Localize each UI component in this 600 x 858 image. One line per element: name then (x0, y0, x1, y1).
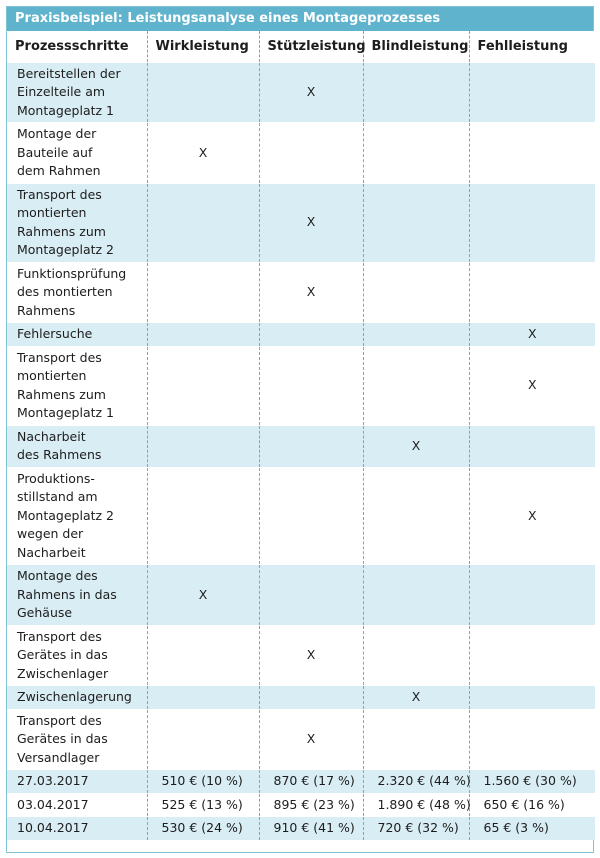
process-step-cell: Fehlersuche (7, 323, 147, 347)
mark-cell-fehlleistung: X (469, 346, 595, 425)
value-cell-stuetzleistung: 910 € (41 %) (259, 817, 363, 840)
mark-cell-blindleistung: X (363, 425, 469, 467)
mark-cell-stuetzleistung: X (259, 183, 363, 262)
mark-cell-wirkleistung (147, 467, 259, 565)
value-cell-wirkleistung: 510 € (10 %) (147, 770, 259, 794)
mark-cell-blindleistung (363, 709, 469, 770)
mark-cell-fehlleistung (469, 709, 595, 770)
mark-cell-blindleistung (363, 625, 469, 686)
mark-cell-wirkleistung (147, 183, 259, 262)
mark-cell-blindleistung (363, 467, 469, 565)
mark-cell-wirkleistung (147, 323, 259, 347)
mark-cell-wirkleistung (147, 425, 259, 467)
process-step-cell: Transport des Gerätes in das Versandlager (7, 709, 147, 770)
table-row (7, 709, 595, 770)
mark-cell-wirkleistung (147, 262, 259, 323)
table-row (7, 62, 595, 123)
mark-cell-blindleistung (363, 565, 469, 626)
process-step-cell: Bereitstellen der Einzelteile am Montageplatz 1 (7, 62, 147, 123)
value-cell-wirkleistung: 525 € (13 %) (147, 793, 259, 817)
mark-cell-stuetzleistung (259, 467, 363, 565)
mark-cell-wirkleistung: X (147, 565, 259, 626)
summary-row (7, 793, 595, 817)
table-row (7, 323, 595, 347)
table-row (7, 565, 595, 626)
header-row (7, 31, 595, 62)
mark-cell-stuetzleistung (259, 425, 363, 467)
process-step-cell: Transport des Gerätes in das Zwischenlager (7, 625, 147, 686)
mark-cell-blindleistung (363, 183, 469, 262)
value-cell-stuetzleistung: 895 € (23 %) (259, 793, 363, 817)
mark-cell-wirkleistung (147, 686, 259, 710)
table-row (7, 625, 595, 686)
mark-cell-fehlleistung (469, 686, 595, 710)
table-title: Praxisbeispiel: Leistungsanalyse eines Montageprozesses (7, 7, 593, 31)
mark-cell-stuetzleistung: X (259, 709, 363, 770)
mark-cell-fehlleistung (469, 625, 595, 686)
mark-cell-stuetzleistung: X (259, 625, 363, 686)
table-row (7, 467, 595, 565)
mark-cell-stuetzleistung (259, 323, 363, 347)
process-step-cell: Zwischenlagerung (7, 686, 147, 710)
value-cell-blindleistung: 720 € (32 %) (363, 817, 469, 840)
mark-cell-fehlleistung: X (469, 323, 595, 347)
mark-cell-fehlleistung (469, 123, 595, 184)
mark-cell-fehlleistung (469, 425, 595, 467)
mark-cell-stuetzleistung (259, 346, 363, 425)
mark-cell-fehlleistung (469, 183, 595, 262)
mark-cell-stuetzleistung: X (259, 62, 363, 123)
mark-cell-stuetzleistung (259, 565, 363, 626)
mark-cell-wirkleistung (147, 62, 259, 123)
mark-cell-stuetzleistung (259, 686, 363, 710)
mark-cell-stuetzleistung (259, 123, 363, 184)
value-cell-fehlleistung: 65 € (3 %) (469, 817, 595, 840)
analysis-table-panel (6, 6, 594, 853)
date-cell: 10.04.2017 (7, 817, 147, 840)
summary-row (7, 770, 595, 794)
table-row (7, 346, 595, 425)
mark-cell-fehlleistung: X (469, 467, 595, 565)
mark-cell-blindleistung (363, 62, 469, 123)
mark-cell-wirkleistung (147, 709, 259, 770)
table-row (7, 183, 595, 262)
table-row (7, 262, 595, 323)
value-cell-blindleistung: 2.320 € (44 %) (363, 770, 469, 794)
mark-cell-stuetzleistung: X (259, 262, 363, 323)
date-cell: 27.03.2017 (7, 770, 147, 794)
process-step-cell: Funktionsprüfung des montierten Rahmens (7, 262, 147, 323)
value-cell-fehlleistung: 1.560 € (30 %) (469, 770, 595, 794)
column-header-process-steps: Prozessschritte (7, 31, 147, 62)
value-cell-fehlleistung: 650 € (16 %) (469, 793, 595, 817)
table-row (7, 123, 595, 184)
process-step-cell: Transport des montierten Rahmens zum Montageplatz 2 (7, 183, 147, 262)
mark-cell-blindleistung: X (363, 686, 469, 710)
process-step-cell: Nacharbeit des Rahmens (7, 425, 147, 467)
mark-cell-fehlleistung (469, 565, 595, 626)
value-cell-blindleistung: 1.890 € (48 %) (363, 793, 469, 817)
date-cell: 03.04.2017 (7, 793, 147, 817)
column-header-fehlleistung: Fehlleistung (469, 31, 595, 62)
table-body (7, 62, 595, 840)
table-row (7, 425, 595, 467)
mark-cell-blindleistung (363, 123, 469, 184)
process-step-cell: Transport des montierten Rahmens zum Montageplatz 1 (7, 346, 147, 425)
column-header-stuetzleistung: Stützleistung (259, 31, 363, 62)
mark-cell-fehlleistung (469, 262, 595, 323)
value-cell-stuetzleistung: 870 € (17 %) (259, 770, 363, 794)
mark-cell-blindleistung (363, 323, 469, 347)
process-step-cell: Montage der Bauteile auf dem Rahmen (7, 123, 147, 184)
mark-cell-wirkleistung (147, 625, 259, 686)
mark-cell-wirkleistung: X (147, 123, 259, 184)
column-header-wirkleistung: Wirkleistung (147, 31, 259, 62)
mark-cell-blindleistung (363, 346, 469, 425)
mark-cell-wirkleistung (147, 346, 259, 425)
mark-cell-blindleistung (363, 262, 469, 323)
summary-row (7, 817, 595, 840)
mark-cell-fehlleistung (469, 62, 595, 123)
column-header-blindleistung: Blindleistung (363, 31, 469, 62)
performance-analysis-table (7, 31, 595, 840)
process-step-cell: Produktions- stillstand am Montageplatz 2 wegen der Nacharbeit (7, 467, 147, 565)
table-row (7, 686, 595, 710)
value-cell-wirkleistung: 530 € (24 %) (147, 817, 259, 840)
process-step-cell: Montage des Rahmens in das Gehäuse (7, 565, 147, 626)
